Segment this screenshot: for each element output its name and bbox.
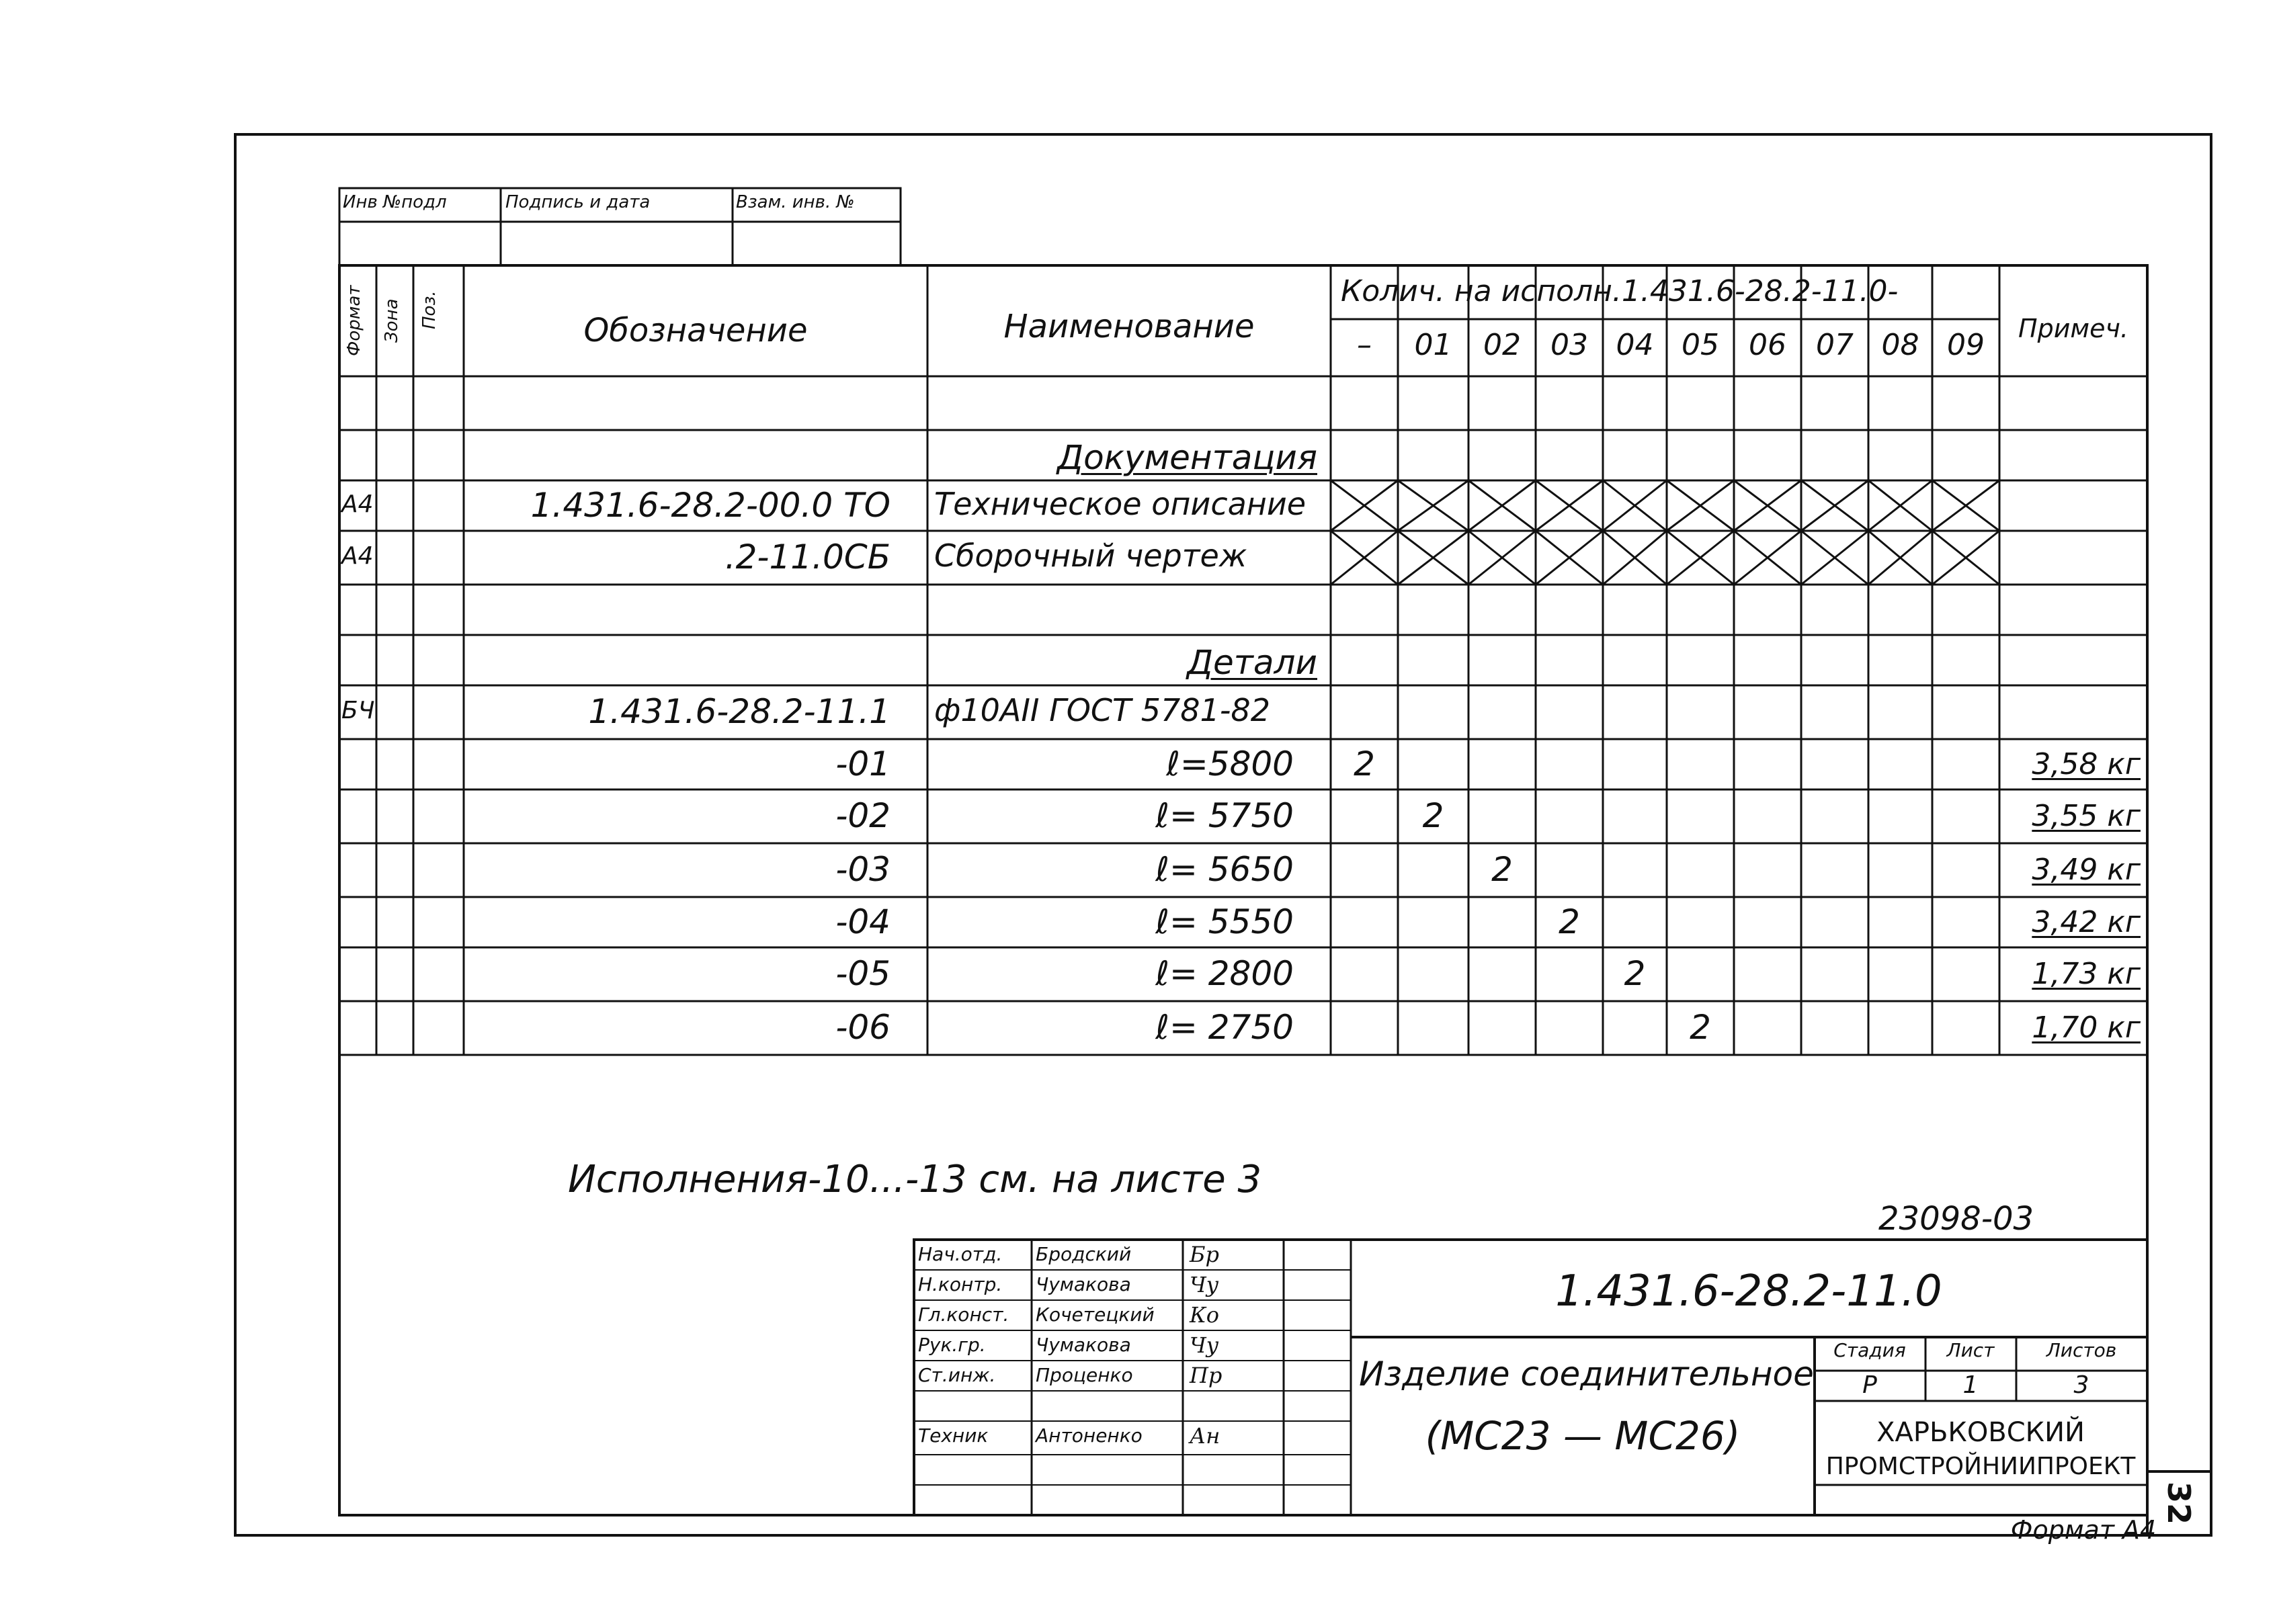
title-product-name-2: (МС23 — МС26) bbox=[1425, 1413, 1741, 1459]
row-oboznachenie: 1.431.6-28.2-11.1 bbox=[588, 692, 890, 731]
row-qty: 2 bbox=[1354, 744, 1375, 783]
title-product-name-1: Изделие соединительное bbox=[1359, 1355, 1814, 1394]
signature-role: Рук.гр. bbox=[918, 1334, 986, 1356]
row-format: БЧ bbox=[341, 697, 375, 724]
row-note: 3,42 кг bbox=[2032, 904, 2141, 939]
signature-name: Кочетецкий bbox=[1036, 1304, 1155, 1326]
header-primech: Примеч. bbox=[2018, 314, 2128, 343]
stamp-inv-podl: Инв №подл bbox=[343, 192, 447, 212]
row-section-title: Детали bbox=[1186, 642, 1317, 682]
row-note: 3,55 кг bbox=[2032, 799, 2141, 833]
row-naimenovanie: ф10АII ГОСТ 5781-82 bbox=[934, 692, 1270, 728]
header-variant-4: 04 bbox=[1616, 328, 1654, 362]
title-list: 1 bbox=[1962, 1371, 1979, 1399]
header-variant-2: 02 bbox=[1483, 328, 1521, 362]
header-variant-7: 07 bbox=[1816, 328, 1854, 362]
row-naimenovanie: Техническое описание bbox=[934, 485, 1307, 522]
row-length: ℓ= 5750 bbox=[1155, 796, 1294, 835]
stamp-vzam-inv: Взам. инв. № bbox=[736, 192, 855, 212]
title-list-label: Лист bbox=[1946, 1339, 1995, 1361]
row-oboznachenie: -01 bbox=[835, 744, 890, 783]
title-stadia-label: Стадия bbox=[1833, 1339, 1906, 1361]
signature-name: Бродский bbox=[1036, 1243, 1132, 1265]
header-variant-3: 03 bbox=[1550, 328, 1588, 362]
document-number: 23098-03 bbox=[1878, 1200, 2034, 1238]
row-section-title: Документация bbox=[1057, 437, 1317, 477]
signature-mark: Чу bbox=[1190, 1332, 1219, 1358]
header-poz: Поз. bbox=[419, 290, 440, 329]
signature-mark: Бр bbox=[1190, 1242, 1219, 1267]
row-oboznachenie: -05 bbox=[835, 954, 890, 993]
row-qty: 2 bbox=[1690, 1008, 1711, 1047]
row-oboznachenie: .2-11.0СБ bbox=[724, 538, 890, 576]
row-length: ℓ= 5650 bbox=[1155, 850, 1294, 889]
header-variant-0: – bbox=[1357, 328, 1372, 362]
row-length: ℓ=5800 bbox=[1166, 744, 1294, 783]
signature-name: Антоненко bbox=[1036, 1424, 1143, 1447]
signature-name: Чумакова bbox=[1036, 1334, 1131, 1356]
header-zona: Зона bbox=[382, 298, 402, 343]
row-oboznachenie: -03 bbox=[835, 850, 890, 889]
header-variant-6: 06 bbox=[1749, 328, 1786, 362]
title-listov-label: Листов bbox=[2046, 1339, 2117, 1361]
row-note: 1,70 кг bbox=[2032, 1011, 2141, 1045]
signature-role: Нач.отд. bbox=[918, 1243, 1003, 1265]
row-qty: 2 bbox=[1422, 796, 1444, 835]
stamp-podpis-data: Подпись и дата bbox=[505, 192, 651, 212]
header-variant-8: 08 bbox=[1881, 328, 1919, 362]
row-note: 3,49 кг bbox=[2032, 853, 2141, 887]
header-variant-5: 05 bbox=[1682, 328, 1719, 362]
row-oboznachenie: -06 bbox=[835, 1008, 890, 1047]
signature-mark: Ко bbox=[1190, 1302, 1220, 1328]
row-qty: 2 bbox=[1491, 850, 1513, 889]
row-length: ℓ= 5550 bbox=[1155, 902, 1294, 941]
row-oboznachenie: -04 bbox=[835, 902, 890, 941]
row-length: ℓ= 2800 bbox=[1155, 954, 1294, 993]
header-oboznachenie: Обозначение bbox=[583, 312, 808, 349]
signature-name: Проценко bbox=[1036, 1364, 1133, 1386]
format-label: Формат А4 bbox=[2010, 1515, 2157, 1545]
row-note: 3,58 кг bbox=[2032, 746, 2141, 781]
signature-role: Н.контр. bbox=[918, 1273, 1003, 1295]
signature-name: Чумакова bbox=[1036, 1273, 1131, 1295]
executions-note: Исполнения-10...-13 см. на листе 3 bbox=[568, 1158, 1262, 1201]
signature-role: Гл.конст. bbox=[918, 1304, 1009, 1326]
sheet-number: 32 bbox=[2161, 1481, 2197, 1525]
header-kolich: Колич. на исполн.1.431.6-28.2-11.0- bbox=[1341, 274, 1899, 308]
row-qty: 2 bbox=[1559, 902, 1580, 941]
title-listov: 3 bbox=[2073, 1371, 2089, 1399]
signature-mark: Чу bbox=[1190, 1272, 1219, 1297]
row-qty: 2 bbox=[1624, 954, 1646, 993]
signature-mark: Пр bbox=[1190, 1363, 1223, 1388]
row-format: А4 bbox=[341, 542, 374, 570]
signature-role: Ст.инж. bbox=[918, 1364, 996, 1386]
header-format: Формат bbox=[344, 285, 364, 356]
row-length: ℓ= 2750 bbox=[1155, 1008, 1294, 1047]
row-naimenovanie: Сборочный чертеж bbox=[934, 538, 1247, 574]
org-name-2: ПРОМСТРОЙНИИПРОЕКТ bbox=[1825, 1453, 2136, 1480]
row-oboznachenie: -02 bbox=[835, 796, 890, 835]
title-designation: 1.431.6-28.2-11.0 bbox=[1555, 1267, 1942, 1316]
header-naimenovanie: Наименование bbox=[1003, 308, 1255, 345]
title-stadia: Р bbox=[1862, 1371, 1877, 1399]
row-format: А4 bbox=[341, 490, 374, 518]
signature-mark: Ан bbox=[1190, 1423, 1220, 1449]
header-variant-9: 09 bbox=[1947, 328, 1985, 362]
header-variant-1: 01 bbox=[1414, 328, 1452, 362]
signature-role: Техник bbox=[918, 1424, 989, 1447]
row-oboznachenie: 1.431.6-28.2-00.0 ТО bbox=[530, 485, 890, 525]
row-note: 1,73 кг bbox=[2032, 957, 2141, 991]
org-name-1: ХАРЬКОВСКИЙ bbox=[1876, 1417, 2085, 1448]
